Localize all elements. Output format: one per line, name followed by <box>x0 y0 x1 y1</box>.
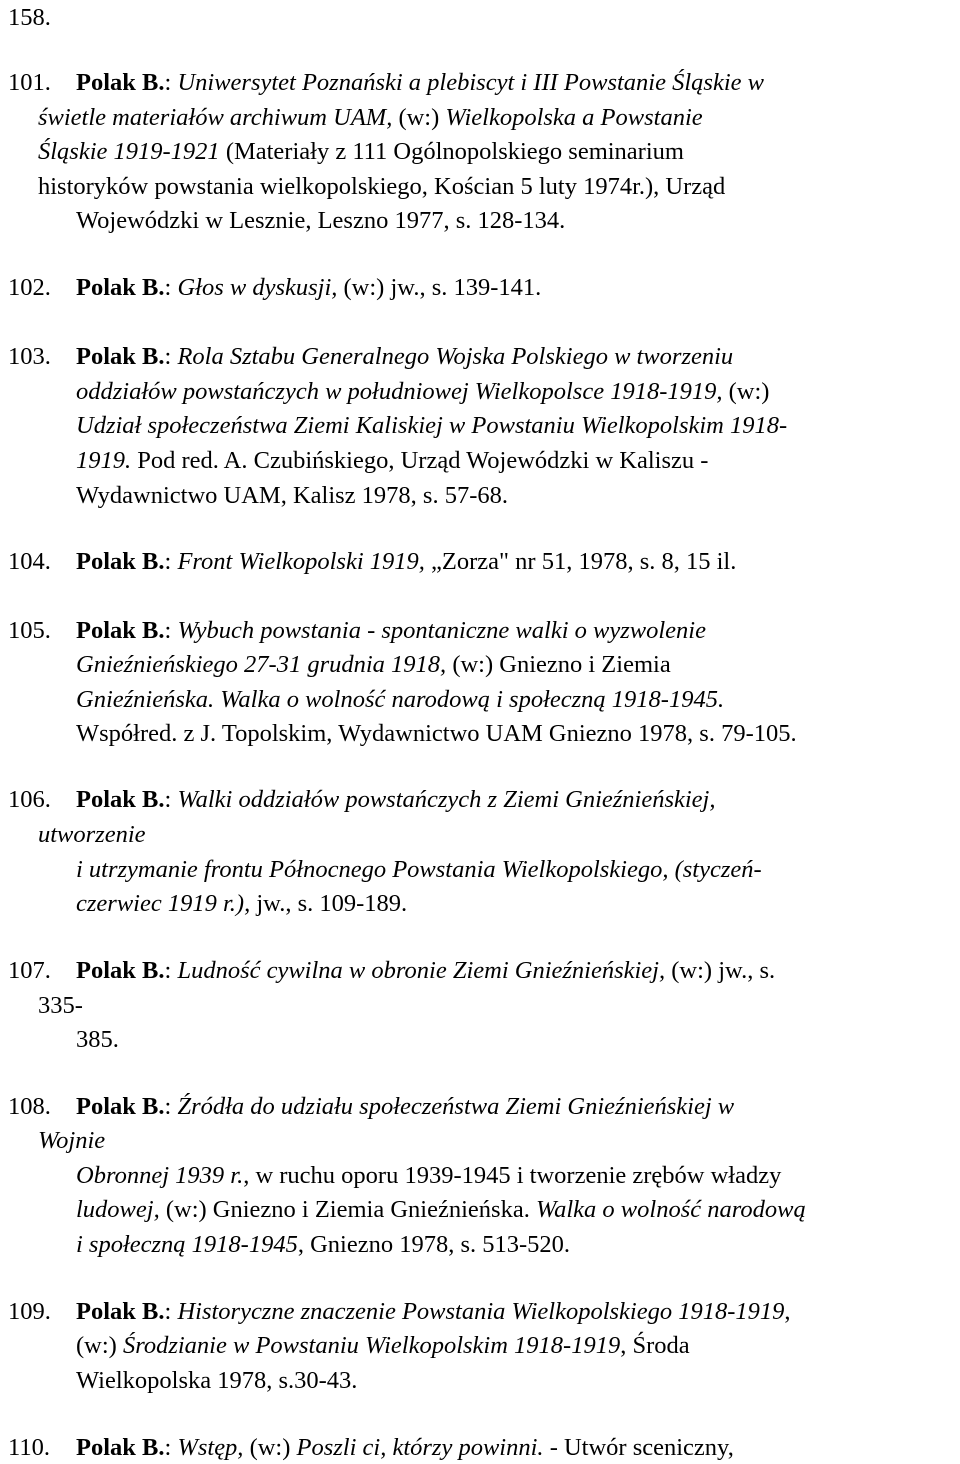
entry-number: 108. <box>8 1093 51 1120</box>
entry-number: 101. <box>8 69 51 96</box>
author-name: Polak B. <box>76 1093 165 1120</box>
citation-text: (w:) jw., s. 139-141. <box>337 274 542 301</box>
citation-text: : <box>164 617 178 644</box>
entry-line <box>38 172 725 202</box>
italic-title-text: Śląskie 1919-1921 <box>38 138 220 165</box>
citation-text: : <box>164 1434 178 1461</box>
entry-line <box>38 103 703 133</box>
entry-line <box>76 956 775 986</box>
italic-title-text: Wstęp, <box>177 1434 244 1461</box>
citation-text: , Gniezno 1978, s. 513-520. <box>297 1231 571 1258</box>
citation-text: Pod red. A. Czubińskiego, Urząd Wojewódzki w Kaliszu - <box>131 447 709 474</box>
citation-text: Wielkopolska 1978, s.30-43. <box>76 1367 358 1394</box>
citation-text: : <box>164 786 178 813</box>
citation-text: : <box>164 957 178 984</box>
citation-text: (w:) jw., s. <box>665 957 776 984</box>
entry-line <box>38 820 146 850</box>
citation-text: , <box>784 1298 791 1325</box>
italic-title-text: i utrzymanie frontu Północnego Powstania Wielkopolskiego, (styczeń- <box>76 856 762 883</box>
italic-title-text: Walki oddziałów powstańczych z Ziemi Gnieźnieńskiej, <box>177 786 716 813</box>
entry-line <box>76 206 565 236</box>
italic-title-text: 1919. <box>76 447 132 474</box>
entry-line <box>76 411 787 441</box>
italic-title-text: Głos w dyskusji, <box>177 274 338 301</box>
italic-title-text: Środzianie w Powstaniu Wielkopolskim 1918-1919 <box>122 1332 621 1359</box>
author-name: Polak B. <box>76 548 165 575</box>
citation-text: historyków powstania wielkopolskiego, Kościan 5 luty 1974r.), Urząd <box>38 173 726 200</box>
italic-title-text: utworzenie <box>38 821 146 848</box>
entry-number: 105. <box>8 617 51 644</box>
page-number: 158. <box>8 4 51 31</box>
entry-line <box>76 1366 357 1396</box>
citation-text: „Zorza" nr 51, 1978, s. 8, 15 il. <box>424 548 737 575</box>
citation-text: : <box>164 343 178 370</box>
entry-line <box>76 650 671 680</box>
entry-line <box>76 342 733 372</box>
italic-title-text: oddziałów powstańczych w południowej Wielkopolsce 1918-1919, <box>76 378 723 405</box>
entry-line <box>76 1161 781 1191</box>
citation-text: 385. <box>76 1026 119 1053</box>
italic-title-text: Walka o wolność narodową <box>535 1196 806 1223</box>
italic-title-text: Wybuch powstania - spontaniczne walki o wyzwolenie <box>177 617 706 644</box>
entry-number: 103. <box>8 343 51 370</box>
citation-text: : <box>164 1298 178 1325</box>
citation-text: (w:) <box>392 104 446 131</box>
entry-number: 104. <box>8 548 51 575</box>
entry-line <box>76 785 716 815</box>
entry-line <box>76 1230 570 1260</box>
citation-text: (w:) Gniezno i Ziemia <box>446 651 671 678</box>
italic-title-text: Wielkopolska a Powstanie <box>445 104 703 131</box>
entry-line <box>76 1331 690 1361</box>
entry-line <box>76 1433 734 1463</box>
entry-line <box>76 889 407 919</box>
italic-title-text: Obronnej 1939 r. <box>76 1162 244 1189</box>
author-name: Polak B. <box>76 274 165 301</box>
citation-text: 335- <box>38 992 83 1019</box>
entry-line <box>76 1297 791 1327</box>
author-name: Polak B. <box>76 343 165 370</box>
author-name: Polak B. <box>76 957 165 984</box>
entry-line <box>76 855 762 885</box>
citation-text: : <box>164 548 178 575</box>
italic-title-text: Rola Sztabu Generalnego Wojska Polskiego w tworzeniu <box>177 343 734 370</box>
citation-text: (w:) <box>76 1332 123 1359</box>
citation-text: Wydawnictwo UAM, Kalisz 1978, s. 57-68. <box>76 482 508 509</box>
author-name: Polak B. <box>76 1434 165 1461</box>
citation-text: : <box>164 274 178 301</box>
italic-title-text: czerwiec 1919 r.), <box>76 890 251 917</box>
entry-number: 109. <box>8 1298 51 1325</box>
author-name: Polak B. <box>76 617 165 644</box>
entry-number: 110. <box>8 1434 50 1461</box>
italic-title-text: Udział społeczeństwa Ziemi Kaliskiej w Powstaniu Wielkopolskim 1918- <box>76 412 788 439</box>
italic-title-text: Historyczne znaczenie Powstania Wielkopolskiego 1918-1919 <box>177 1298 785 1325</box>
italic-title-text: i społeczną 1918-1945 <box>76 1231 298 1258</box>
italic-title-text: świetle materiałów archiwum UAM, <box>38 104 393 131</box>
italic-title-text: Uniwersytet Poznański a plebiscyt i III Powstanie Śląskie w <box>177 69 764 96</box>
entry-line <box>76 481 508 511</box>
entry-line <box>76 1092 734 1122</box>
italic-title-text: Poszli ci, którzy powinni. <box>296 1434 544 1461</box>
italic-title-text: Front Wielkopolski 1919, <box>177 548 425 575</box>
entry-line <box>76 719 797 749</box>
citation-text: Wojewódzki w Lesznie, Leszno 1977, s. 128-134. <box>76 207 566 234</box>
citation-text: (w:) <box>722 378 770 405</box>
italic-title-text: Ludność cywilna w obronie Ziemi Gnieźnieńskiej, <box>177 957 666 984</box>
entry-line <box>38 1126 105 1156</box>
entry-number: 102. <box>8 274 51 301</box>
entry-line <box>38 991 83 1021</box>
citation-text: , Środa <box>620 1332 690 1359</box>
italic-title-text: Walka o wolność narodową i społeczną 1918-1945. <box>220 686 725 713</box>
entry-line <box>76 1195 806 1225</box>
citation-text: jw., s. 109-189. <box>250 890 408 917</box>
citation-text: , w ruchu oporu 1939-1945 i tworzenie zrębów władzy <box>243 1162 782 1189</box>
entry-line <box>76 685 724 715</box>
italic-title-text: Wojnie <box>38 1127 106 1154</box>
italic-title-text: Gnieźnieńskiego 27-31 grudnia 1918, <box>76 651 447 678</box>
citation-text: : <box>164 1093 178 1120</box>
citation-text: (Materiały z 111 Ogólnopolskiego seminarium <box>219 138 684 165</box>
author-name: Polak B. <box>76 786 165 813</box>
entry-line <box>76 1025 119 1055</box>
entry-line <box>38 137 684 167</box>
entry-number: 107. <box>8 957 51 984</box>
italic-title-text: Gnieźnieńska. <box>76 686 215 713</box>
author-name: Polak B. <box>76 1298 165 1325</box>
citation-text: - Utwór sceniczny, <box>543 1434 734 1461</box>
citation-text: : <box>164 69 178 96</box>
entry-line <box>76 377 769 407</box>
citation-text: (w:) <box>243 1434 297 1461</box>
entry-line <box>76 446 708 476</box>
italic-title-text: ludowej, <box>76 1196 160 1223</box>
italic-title-text: Źródła do udziału społeczeństwa Ziemi Gnieźnieńskiej w <box>177 1093 735 1120</box>
author-name: Polak B. <box>76 69 165 96</box>
entry-line <box>76 273 541 303</box>
entry-line <box>76 547 736 577</box>
citation-text: Współred. z J. Topolskim, Wydawnictwo UAM Gniezno 1978, s. 79-105. <box>76 720 797 747</box>
entry-line <box>76 616 706 646</box>
citation-text: (w:) Gniezno i Ziemia Gnieźnieńska. <box>159 1196 536 1223</box>
entry-number: 106. <box>8 786 51 813</box>
entry-line <box>76 68 764 98</box>
